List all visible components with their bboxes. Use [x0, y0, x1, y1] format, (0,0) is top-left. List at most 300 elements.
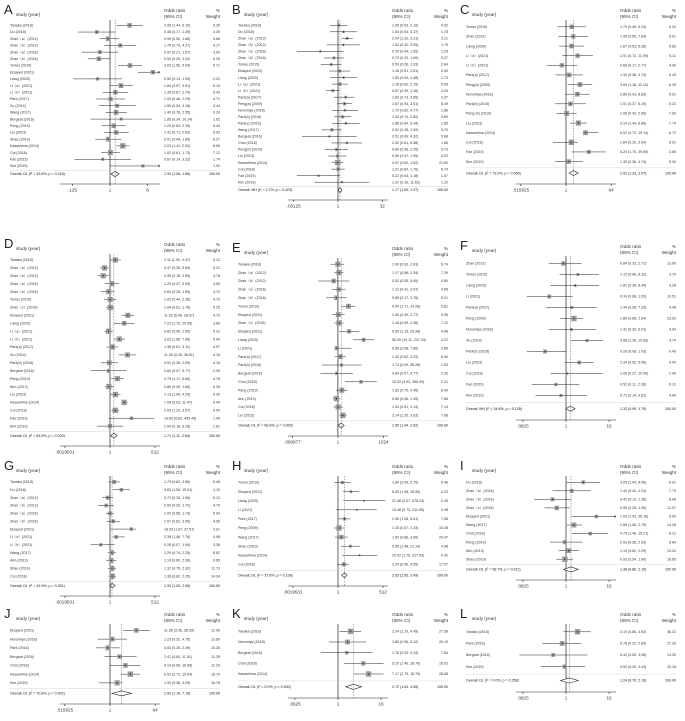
study-label: Zhan（a）(2016)	[238, 49, 266, 54]
point-estimate	[363, 663, 364, 664]
point-estimate	[596, 516, 597, 517]
overall-weight-value: 100.00	[665, 406, 676, 411]
ci-value: 1.60 (0.66, 3.89)	[392, 535, 419, 540]
ci-value: 4.75 (1.46, 15.21)	[620, 531, 649, 536]
point-estimate	[336, 373, 337, 374]
weight-value: 4.04	[441, 88, 448, 93]
weight-value: 33.38	[439, 526, 448, 531]
ci-value: 1.38 (0.61, 3.11)	[164, 345, 191, 350]
weight-value: 2.81	[213, 424, 220, 429]
point-estimate	[368, 673, 369, 674]
point-estimate	[343, 564, 344, 565]
study-label: Li（b）(2021)	[10, 90, 33, 95]
study-label: Li（a）(2021)	[10, 329, 33, 334]
study-label: Liu (2023)	[238, 154, 255, 159]
point-estimate	[585, 132, 586, 133]
weight-value: 0.48	[441, 508, 448, 513]
overall-weight-value: 100.00	[665, 567, 676, 572]
point-estimate	[344, 110, 345, 111]
point-estimate	[127, 315, 128, 316]
weight-value: 1.86	[441, 108, 448, 113]
study-label: Zhan (2012)	[466, 261, 486, 266]
point-estimate	[570, 103, 571, 104]
study-label: Elsayed (2021)	[10, 628, 35, 633]
weight-value: 1.78	[441, 30, 448, 35]
study-label: Zhan（b）(2016)	[238, 56, 266, 61]
point-estimate	[115, 410, 116, 411]
study-label: Liu (2023)	[10, 392, 27, 397]
panel-letter: D	[4, 236, 14, 251]
x-tick-label: 1	[564, 583, 568, 589]
point-estimate	[344, 103, 345, 104]
study-label: Du (2018)	[10, 30, 26, 35]
point-estimate	[350, 546, 351, 547]
point-estimate	[99, 52, 100, 53]
study-label: Cui (2018)	[238, 562, 255, 567]
point-estimate	[113, 521, 114, 522]
ci-value: 2.10 (0.85, 4.92)	[620, 630, 647, 634]
study-label: Elsayed (2021)	[238, 489, 263, 494]
ci-value: 0.92 (0.20, 3.43)	[620, 664, 647, 669]
study-label: Peng (2009)	[238, 526, 258, 531]
weight-value: 3.30	[213, 30, 220, 35]
weight-value: 13.09	[667, 261, 676, 266]
weight-value: 2.22	[213, 77, 220, 82]
ci-value: 0.67 (0.39, 1.16)	[392, 88, 419, 93]
x-tick-label: .125	[68, 187, 77, 193]
point-estimate	[117, 105, 118, 106]
study-label: Park(a) (2017)	[238, 95, 262, 100]
weight-value: 10.51	[667, 294, 676, 299]
overall-weight-value: 100.00	[665, 171, 676, 176]
header-study: study (year)	[244, 468, 269, 473]
panel-letter: E	[232, 240, 241, 255]
panel-letter: B	[232, 2, 241, 17]
forest-plot-svg	[2, 458, 228, 610]
x-tick-label: 512	[379, 589, 387, 595]
ci-value: 2.14 (1.26, 3.63)	[392, 413, 419, 418]
header-ci: (95% CI)	[620, 250, 639, 255]
ci-value: 1.36 (0.82, 2.25)	[164, 574, 191, 579]
study-label: Cui (2018)	[238, 405, 255, 410]
ci-value: 2.38 (1.48, 7.76)	[164, 535, 191, 540]
ci-value: 1.85 (0.34, 10.14)	[164, 117, 193, 122]
overall-weight-value: 100.00	[665, 678, 676, 683]
point-estimate	[107, 647, 108, 648]
study-label: Torres (2015)	[10, 63, 32, 68]
study-label: Elsayed (2021)	[466, 514, 491, 519]
header-odds-ratio: Odds ratio	[164, 8, 186, 13]
weight-value: 7.84	[441, 650, 448, 655]
study-label: Zhan（b）(2016)	[10, 519, 38, 524]
point-estimate	[113, 125, 114, 126]
point-estimate	[363, 339, 364, 340]
weight-value: 8.08	[669, 497, 676, 502]
x-tick-label: 1	[336, 701, 340, 707]
weight-value: 9.49	[669, 349, 676, 354]
point-estimate	[339, 84, 340, 85]
point-estimate	[100, 544, 101, 545]
header-percent: %	[443, 8, 448, 13]
weight-value: 1.92	[213, 164, 220, 169]
weight-value: 20.19	[439, 640, 448, 645]
weight-value: 20.16	[667, 664, 676, 669]
point-estimate	[564, 541, 565, 542]
ci-value: 1.00 (0.33, 2.63)	[392, 262, 419, 267]
weight-value: 18.65	[667, 557, 676, 562]
forest-panel-a	[2, 2, 228, 198]
header-percent: %	[215, 464, 220, 469]
overall-label: Overall, DL (I² = 70.8%, p = 0.002)	[10, 691, 65, 696]
forest-panel-e	[230, 240, 456, 450]
ci-value: 0.47 (0.26, 0.84)	[164, 266, 191, 271]
weight-value: 5.71	[213, 63, 220, 68]
header-study: study (year)	[472, 248, 497, 253]
point-estimate	[129, 25, 130, 26]
study-label: Kim (2019)	[466, 664, 484, 669]
weight-value: 1.53	[441, 363, 448, 368]
study-label: Elsayed (2021)	[10, 313, 35, 318]
study-label: Kasashima (2014)	[10, 144, 40, 149]
header-percent: %	[443, 612, 448, 617]
header-study: study (year)	[16, 12, 41, 17]
point-estimate	[341, 536, 342, 537]
point-estimate	[573, 318, 574, 319]
study-label: Kasashima (2014)	[238, 672, 268, 677]
weight-value: 4.99	[669, 63, 676, 68]
overall-weight-value: 100.00	[437, 573, 448, 578]
weight-value: 4.60	[441, 279, 448, 284]
study-label: Fan (2023)	[10, 416, 28, 421]
header-odds-ratio: Odds ratio	[392, 612, 414, 617]
study-label: Xu (2014)	[10, 353, 26, 358]
header-odds-ratio: Odds ratio	[620, 8, 642, 13]
study-label: Noromiya (2018)	[238, 640, 265, 645]
weight-value: 16.02	[439, 661, 448, 666]
point-estimate	[571, 329, 572, 330]
ci-value: 2.41 (0.60, 11.51)	[164, 654, 193, 659]
ci-value: 1.67 (0.93, 3.01)	[392, 101, 419, 106]
study-label: Li（a）(2021)	[10, 535, 33, 540]
weight-value: 5.43	[669, 73, 676, 78]
point-estimate	[556, 507, 557, 508]
ci-value: 0.48 (0.17, 1.39)	[164, 30, 191, 35]
header-percent: %	[443, 246, 448, 251]
ci-value: 0.86 (0.49, 1.66)	[164, 384, 191, 389]
point-estimate	[333, 57, 334, 58]
ci-value: 1.19 (0.60, 2.36)	[164, 558, 191, 563]
point-estimate	[549, 296, 550, 297]
forest-plot-svg	[458, 238, 684, 434]
weight-value: 5.44	[213, 123, 220, 128]
study-label: Zhan（a）(2012)	[238, 270, 266, 275]
point-estimate	[583, 482, 584, 483]
weight-value: 4.76	[213, 376, 220, 381]
ci-value: 0.62 (0.28, 1.32)	[392, 128, 419, 133]
study-label: Park(b) (2016)	[466, 102, 490, 107]
ci-value: 0.55 (0.25, 1.26)	[620, 506, 647, 511]
study-label: Ahn (2013)	[466, 548, 484, 553]
x-tick-label: 1	[564, 187, 568, 193]
study-label: Zhan（b）(2016)	[10, 289, 38, 294]
ci-value: 1.18 (0.59, 2.36)	[392, 321, 419, 326]
study-label: Tanaka (2018)	[238, 262, 261, 267]
x-tick-label: .03125	[286, 203, 301, 209]
header-weight: Weight	[205, 248, 220, 253]
study-label: Shao (2019)	[466, 557, 486, 562]
weight-value: 3.85	[441, 346, 448, 351]
header-odds-ratio: Odds ratio	[392, 246, 414, 251]
weight-value: 3.94	[669, 327, 676, 332]
header-odds-ratio: Odds ratio	[164, 464, 186, 469]
study-label: Peng(b) (2019)	[238, 147, 263, 152]
ci-value: 1.16 (0.51, 2.61)	[392, 69, 419, 74]
study-label: Li (2021)	[238, 508, 253, 513]
study-label: Choi (2018)	[238, 380, 257, 384]
point-estimate	[107, 497, 108, 498]
ci-value: 0.25 (0.04, 1.55)	[392, 49, 419, 54]
x-tick-label: 1	[108, 599, 112, 605]
point-estimate	[568, 161, 569, 162]
x-tick-label: 1	[108, 707, 112, 713]
study-label: Elsayed (2021)	[238, 329, 263, 334]
point-estimate	[117, 378, 118, 379]
ci-value: 0.51 (0.06, 4.32)	[392, 134, 419, 139]
ci-value: 0.73 (0.33, 1.60)	[392, 56, 419, 61]
study-label: Kasashima (2014)	[238, 553, 268, 558]
point-estimate	[563, 263, 564, 264]
point-estimate	[115, 259, 116, 260]
point-estimate	[571, 142, 572, 143]
study-label: Li (2021)	[238, 346, 253, 351]
weight-value: 5.01	[669, 34, 676, 39]
study-label: Zhan（a）(2016)	[238, 287, 266, 292]
ci-value: 0.72 (0.33, 1.56)	[164, 495, 191, 500]
overall-ci-value: 2.53 (1.65, 3.49)	[392, 573, 419, 578]
point-estimate	[98, 58, 99, 59]
point-estimate	[342, 116, 343, 117]
ci-value: 1.32 (0.75, 2.32)	[164, 566, 191, 571]
overall-ci-value: 2.72 (1.63, 4.55)	[392, 685, 419, 689]
header-ci: (95% CI)	[620, 618, 639, 623]
weight-value: 3.38	[213, 542, 220, 547]
weight-value: 4.02	[441, 154, 448, 159]
study-label: Peng(a) (2009)	[466, 82, 491, 87]
study-label: Park(b) (2016)	[10, 361, 34, 366]
study-label: Bergeat (2016)	[238, 134, 262, 139]
ci-value: 1.84 (0.59, 5.75)	[392, 480, 419, 485]
weight-value: 12.23	[211, 663, 220, 668]
weight-value: 11.29	[211, 654, 220, 659]
study-label: Zhan（b）(2012)	[10, 43, 38, 48]
header-study: study (year)	[16, 468, 41, 473]
x-tick-label: 1	[564, 695, 568, 701]
point-estimate	[331, 129, 332, 130]
overall-ci-value: 1.17 (1.00, 1.37)	[392, 188, 419, 193]
header-weight: Weight	[433, 252, 448, 257]
weight-value: 8.56	[213, 144, 220, 149]
point-estimate	[331, 64, 332, 65]
weight-value: 8.84	[669, 540, 676, 545]
point-estimate	[349, 331, 350, 332]
overall-ci-value: 1.65 (1.04, 2.62)	[392, 423, 419, 428]
header-weight: Weight	[205, 14, 220, 19]
weight-value: 4.71	[213, 97, 220, 102]
ci-value: 1.06 (0.37, 10.56)	[620, 371, 649, 376]
point-estimate	[108, 331, 109, 332]
point-estimate	[338, 289, 339, 290]
ci-value: 1.81 (0.36, 8.44)	[620, 283, 647, 288]
study-label: Noromiya (2018)	[466, 327, 493, 332]
weight-value: 5.49	[213, 400, 220, 405]
overall-weight-value: 100.00	[209, 691, 220, 696]
weight-value: 3.21	[441, 36, 448, 41]
header-ci: (95% CI)	[164, 14, 183, 19]
study-label: Cui (2018)	[238, 167, 255, 172]
point-estimate	[108, 386, 109, 387]
weight-value: 17.07	[439, 562, 448, 567]
weight-value: 1.22	[441, 180, 448, 185]
weight-value: 9.09	[669, 360, 676, 365]
ci-value: 0.84 (0.33, 2.71)	[620, 261, 647, 266]
point-estimate	[579, 84, 580, 85]
ci-value: 0.78 (0.22, 2.69)	[620, 641, 647, 646]
ci-value: 3.88 (1.36, 10.66)	[620, 338, 649, 343]
weight-value: 4.95	[213, 519, 220, 524]
weight-value: 5.94	[213, 511, 220, 516]
weight-value: 27.58	[439, 629, 448, 634]
point-estimate	[122, 145, 123, 146]
ci-value: 1.57 (0.62, 3.95)	[164, 519, 191, 524]
overall-diamond	[342, 573, 347, 578]
ci-value: 3.03 (1.55, 5.94)	[164, 63, 191, 68]
ci-value: 1.15 (0.57, 2.33)	[392, 526, 419, 531]
ci-value: 0.54 (0.29, 1.02)	[164, 57, 191, 62]
panel-letter: F	[460, 238, 468, 253]
ci-value: 2.03 (1.41, 2.92)	[164, 144, 191, 149]
study-label: Cui (2018)	[466, 140, 483, 145]
weight-value: 5.25	[213, 305, 220, 310]
forest-panel-h	[230, 458, 456, 600]
study-label: Noromiya (2018)	[10, 637, 37, 642]
study-label: Fan (2023)	[10, 157, 28, 162]
weight-value: 5.11	[669, 53, 676, 58]
point-estimate	[566, 113, 567, 114]
weight-value: 1.62	[213, 117, 220, 122]
weight-value: 5.23	[441, 128, 448, 133]
study-label: Xu (2014)	[466, 338, 482, 343]
panel-letter: C	[460, 2, 470, 17]
header-study: study (year)	[244, 12, 269, 17]
point-estimate	[571, 26, 572, 27]
ci-value: 0.42 (0.13, 1.38)	[620, 497, 647, 502]
ci-value: 1.85 (0.56, 6.12)	[392, 640, 419, 645]
study-label: Zhan（b）(2012)	[10, 503, 38, 508]
weight-value: 1.73	[441, 75, 448, 80]
study-label: Kasashima (2014)	[10, 672, 40, 677]
overall-diamond	[110, 583, 115, 588]
ci-value: 1.30 (0.36, 4.74)	[620, 159, 647, 164]
ci-value: 6.05 (1.98, 18.50)	[392, 489, 421, 494]
study-label: Tanaka (2018)	[238, 23, 261, 28]
x-tick-label: .0019531	[283, 589, 303, 595]
point-estimate	[336, 149, 337, 150]
study-label: Zhan（a）(2012)	[10, 495, 38, 500]
header-ci: (95% CI)	[392, 618, 411, 623]
x-tick-label: .0625	[289, 701, 301, 707]
x-tick-label: 1	[336, 589, 340, 595]
study-label: Liang (2020)	[10, 321, 31, 326]
header-odds-ratio: Odds ratio	[164, 612, 186, 617]
ci-value: 1.55 (0.54, 4.48)	[392, 75, 419, 80]
point-estimate	[108, 370, 109, 371]
point-estimate	[131, 528, 132, 529]
study-label: Li（b）(2021)	[238, 88, 261, 93]
header-odds-ratio: Odds ratio	[392, 464, 414, 469]
ci-value: 7.09 (1.43, 35.16)	[620, 514, 649, 519]
study-label: Bergeat (2016)	[466, 653, 490, 658]
point-estimate	[348, 306, 349, 307]
header-percent: %	[215, 612, 220, 617]
study-label: Tanaka (2018)	[10, 480, 33, 485]
ci-value: 5.10 (1.46, 18.79)	[392, 661, 421, 666]
study-label: Torres (2015)	[10, 297, 32, 302]
header-odds-ratio: Odds ratio	[164, 242, 186, 247]
point-estimate	[343, 31, 344, 32]
study-label: Zhan（c）(2016)	[10, 305, 38, 310]
weight-value: 4.65	[441, 287, 448, 292]
point-estimate	[120, 118, 121, 119]
study-label: Kim (2019)	[466, 159, 484, 164]
point-estimate	[108, 291, 109, 292]
study-label: Tanaka (2018)	[10, 23, 33, 28]
ci-value: 1.52 (0.42, 5.55)	[392, 43, 419, 48]
weight-value: 4.55	[213, 281, 220, 286]
point-estimate	[578, 122, 579, 123]
header-weight: Weight	[205, 618, 220, 623]
ci-value: 1.76 (0.33, 9.34)	[392, 650, 419, 655]
overall-label: Overall, MH (I² = 34.6%, p = 0.105)	[466, 406, 522, 411]
ci-value: 0.22 (0.04, 1.18)	[392, 173, 419, 178]
ci-value: 1.12 (0.41, 3.07)	[392, 287, 419, 292]
ci-value: 2.46 (1.08, 5.61)	[392, 517, 419, 522]
forest-plot-svg	[2, 236, 228, 460]
weight-value: 7.58	[441, 517, 448, 522]
ci-value: 1.43 (0.74, 2.82)	[392, 115, 419, 120]
point-estimate	[329, 136, 330, 137]
overall-weight-value: 100.00	[437, 423, 448, 428]
weight-value: 4.48	[669, 305, 676, 310]
study-label: Zhan（c）(2016)	[238, 321, 266, 326]
ci-value: 4.94 (1.71, 14.28)	[392, 304, 421, 309]
weight-value: 0.45	[441, 498, 448, 503]
study-label: Bergeat (2016)	[10, 654, 34, 659]
study-label: Tanaka (2018)	[10, 258, 33, 263]
study-label: Peng (b) (2019)	[466, 111, 492, 116]
ci-value: 2.91 (0.72, 11.90)	[620, 53, 649, 58]
point-estimate	[106, 505, 107, 506]
overall-weight-value: 100.00	[437, 188, 448, 193]
point-estimate	[566, 373, 567, 374]
weight-value: 5.91	[669, 92, 676, 97]
study-label: Li（b）(2021)	[10, 542, 33, 547]
point-estimate	[564, 666, 565, 667]
point-estimate	[104, 267, 105, 268]
point-estimate	[112, 346, 113, 347]
study-label: Wang (2017)	[466, 523, 487, 528]
study-label: Li（a）(2021)	[466, 53, 489, 58]
point-estimate	[111, 283, 112, 284]
